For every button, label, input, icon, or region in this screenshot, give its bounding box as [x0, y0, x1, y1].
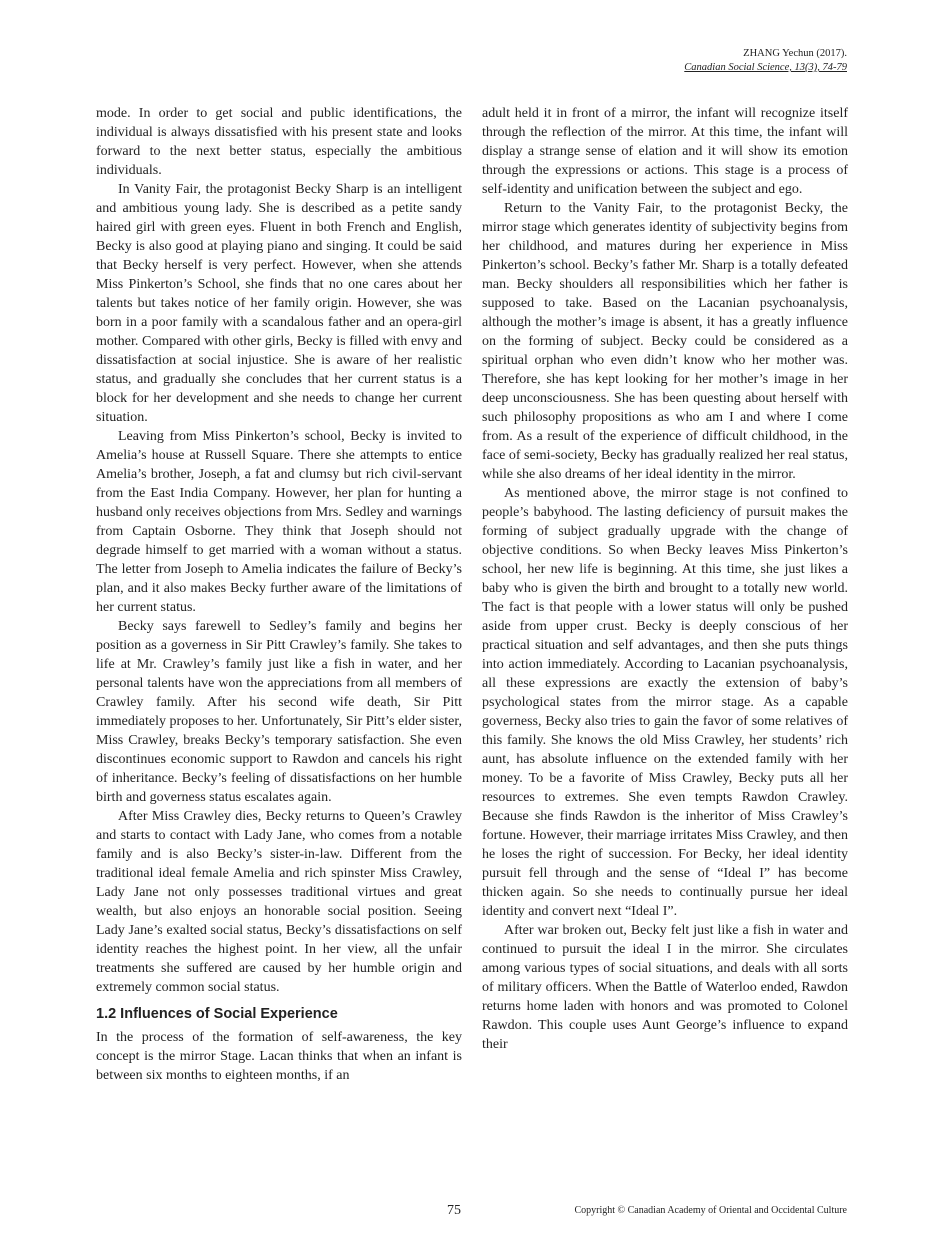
header-author-year: ZHANG Yechun (2017).	[743, 48, 847, 59]
page-number: 75	[447, 1203, 461, 1218]
paragraph: adult held it in front of a mirror, the infant will recognize itself through the reflection of the mirror. At this time, the infant will display a strange sense of elation and it will show its emotion through the expressions or actions. This stage is a process of self-identity and unification between the subject and ego.	[482, 106, 848, 197]
paragraph: Return to the Vanity Fair, to the protagonist Becky, the mirror stage which generates identity of subjectivity begins from her childhood, and matures during her experience in Miss Pinkerton’s school. Becky’s father Mr. Sharp is a totally defeated man. Becky shoulders all responsibilities which her father is supposed to take. Based on the Lacanian psychoanalysis, although the mother’s image is absent, it has a greatly influence on the forming of subject. Becky could be considered as a spiritual orphan who even didn’t know who her mother was. Therefore, she has kept looking for her mother’s image in her deep unconsciousness. She has been questing about herself with such philosophy propositions as who am I and where I come from. As a result of the experience of difficult childhood, in the face of semi-society, Becky has gradually realized her real status, while she also dreams of her ideal identity in the mirror.	[482, 201, 848, 482]
paragraph: As mentioned above, the mirror stage is not confined to people’s babyhood. The lasting deficiency of pursuit makes the forming of subject gradually upgrade with the change of objective conditions. So when Becky leaves Miss Pinkerton’s school, her new life is beginning. At this time, she just likes a baby who is given the birth and brought to a totally new world. The fact is that people with a lower status will only be pushed aside from upper crust. Becky is deeply conscious of her practical situation and self advantages, and then she puts things into action immediately. According to Lacanian psychoanalysis, all these expressions are exactly the extension of baby’s psychological states from the mirror stage. As a capable governess, Becky also tries to gain the favor of some relatives of this family. She knows the old Miss Crawley, her students’ rich aunt, has absolute influence on the extended family with her money. To be a favorite of Miss Crawley, Becky puts all her resources to extremes. She even tempts Rawdon Crawley. Because she finds Rawdon is the inheritor of Miss Crawley’s fortune. However, their marriage irritates Miss Crawley, and then he loses the right of succession. For Becky, her ideal identity pursuit fell through and the sense of “Ideal I” has become thicken again. So she needs to continually pursue her ideal identity and convert next “Ideal I”.	[482, 486, 848, 919]
paragraph: In the process of the formation of self-awareness, the key concept is the mirror Stage. Lacan thinks that when an infant is between six months to eighteen months, if an	[96, 1030, 462, 1083]
paragraph: mode. In order to get social and public identifications, the individual is always dissatisfied with his present state and looks forward to the next better status, especially the ambitious individuals.	[96, 106, 462, 178]
paragraph: After war broken out, Becky felt just like a fish in water and continued to pursuit the ideal I in the mirror. She circulates among various types of social situations, and deals with all sorts of military officers. When the Battle of Waterloo ended, Rawdon returns home laden with honors and was promoted to Colonel Rawdon. This couple uses Aunt George’s influence to expand their	[482, 923, 848, 1052]
copyright-notice: Copyright © Canadian Academy of Oriental and Occidental Culture	[574, 1205, 847, 1216]
right-column	[482, 104, 848, 1054]
paragraph: In Vanity Fair, the protagonist Becky Sharp is an intelligent and ambitious young lady. She is described as a petite sandy haired girl with green eyes. Fluent in both French and English, Becky is also good at playing piano and singing. It could be said that Becky herself is very perfect. However, when she attends Miss Pinkerton’s School, she finds that no one cares about her talents but takes notice of her family origin. However, she was born in a poor family with a scandalous father and an opera-girl mother. Compared with other girls, Becky is filled with envy and dissatisfaction at social injustice. She is aware of her realistic status, and gradually she concludes that her current status is a block for her development and she needs to change her current situation.	[96, 182, 462, 425]
left-column	[96, 104, 462, 1085]
header-citation-link[interactable]: Canadian Social Science, 13(3), 74-79	[684, 62, 847, 73]
paragraph: After Miss Crawley dies, Becky returns to Queen’s Crawley and starts to contact with Lady Jane, who comes from a notable family and is also Becky’s sister-in-law. Different from the traditional ideal female Amelia and rich spinster Miss Crawley, Lady Jane not only possesses traditional virtues and great wealth, but also enjoys an honorable social position. Seeing Lady Jane’s exalted social status, Becky’s dissatisfactions on self identity reaches the highest point. In her view, all the unfair treatments she suffered are caused by her humble origin and extremely common social status.	[96, 809, 462, 995]
paragraph: Leaving from Miss Pinkerton’s school, Becky is invited to Amelia’s house at Russell Square. There she attempts to entice Amelia’s brother, Joseph, a fat and clumsy but rich civil-servant from the East India Company. However, her plan for hunting a husband only receives objections from Mrs. Sedley and warnings from Captain Osborne. They think that Joseph should not degrade himself to get married with a woman without a status. The letter from Joseph to Amelia indicates the failure of Becky’s plan, and it also makes Becky further aware of the limitations of her current status.	[96, 429, 462, 615]
running-header	[684, 47, 847, 75]
section-heading: 1.2 Influences of Social Experience	[96, 1006, 338, 1022]
paragraph: Becky says farewell to Sedley’s family and begins her position as a governess in Sir Pitt Crawley’s family. She takes to life at Mr. Crawley’s family just like a fish in water, and her personal talents have won the appreciations from all members of Crawley family. After his second wife death, Sir Pitt immediately proposes to her. Unfortunately, Sir Pitt’s elder sister, Miss Crawley, breaks Becky’s temporary satisfaction. She even discontinues economic support to Rawdon and cancels his right of inheritance. Becky’s feeling of dissatisfactions on her humble birth and governess status escalates again.	[96, 619, 462, 805]
